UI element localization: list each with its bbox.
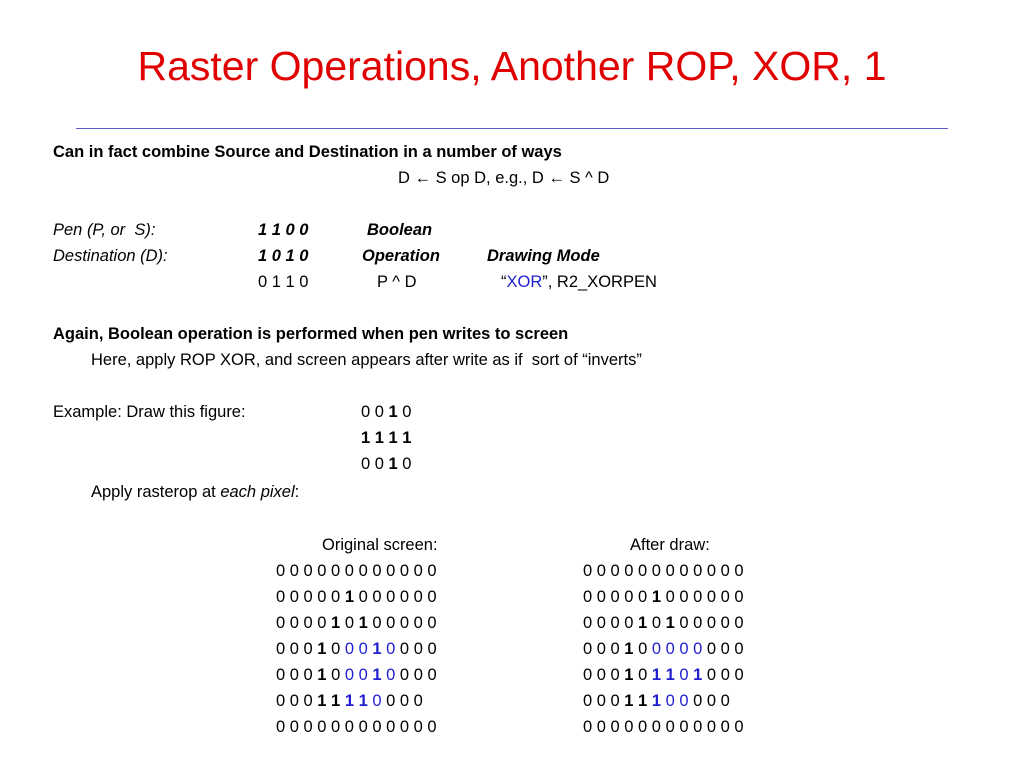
example-label: Example: Draw this figure: [53, 403, 246, 421]
original-grid-cell-run: 0 0 0 [381, 692, 423, 710]
after-grid-cell-run: 0 0 0 [583, 640, 625, 658]
title-divider [76, 128, 948, 129]
again-line: Again, Boolean operation is performed when pen writes to screen [53, 325, 569, 343]
original-grid-cell-run: 0 0 [344, 640, 368, 658]
after-grid-cell-run: 0 0 0 0 [583, 614, 639, 632]
apply-italic: each pixel [220, 483, 295, 501]
figure-cell-run: 1 [388, 403, 398, 421]
after-grid-cell-run: 0 0 0 0 0 0 [661, 588, 744, 606]
original-grid-row [276, 561, 437, 581]
original-grid-row [276, 665, 437, 685]
pen-label: Pen (P, or S): [53, 221, 156, 239]
after-grid-cell-run: 0 0 0 [688, 692, 730, 710]
drawing-mode-heading: Drawing Mode [487, 247, 600, 265]
original-grid-cell-run: 1 [317, 640, 327, 658]
original-grid-cell-run: 1 [372, 640, 382, 658]
original-grid-row [276, 691, 423, 711]
after-grid-cell-run: 0 [633, 640, 652, 658]
mode-rest: ”, R2_XORPEN [542, 273, 657, 291]
original-grid-row [276, 639, 437, 659]
original-grid-cell-run: 0 0 0 0 0 0 [354, 588, 437, 606]
original-grid-cell-run: 0 [326, 666, 345, 684]
original-grid-cell-run: 0 0 0 [276, 666, 318, 684]
result-op: P ^ D [377, 273, 417, 291]
original-grid-cell-run: 1 [358, 614, 368, 632]
after-grid-row [583, 613, 744, 633]
after-grid-cell-run: 1 [665, 614, 675, 632]
result-mode [501, 272, 657, 292]
dest-bits: 1 0 1 0 [258, 247, 309, 265]
original-grid-row [276, 587, 437, 607]
original-grid-cell-run: 0 0 0 0 0 [276, 588, 345, 606]
after-grid-cell-run: 0 [633, 666, 652, 684]
after-grid-cell-run: 0 0 0 0 0 0 0 0 0 0 0 0 [583, 718, 744, 736]
after-grid-cell-run: 1 [651, 588, 661, 606]
after-grid-cell-run: 0 0 0 0 0 [674, 614, 744, 632]
figure-row [361, 402, 411, 422]
quote-open: “ [501, 273, 507, 291]
after-grid-row [583, 665, 744, 685]
original-grid-cell-run: 1 [372, 666, 382, 684]
original-grid-cell-run: 0 [340, 614, 359, 632]
formula-line: D ← S op D, e.g., D ← S ^ D [398, 169, 610, 187]
after-grid-cell-run: 0 0 0 0 [651, 640, 703, 658]
here-line: Here, apply ROP XOR, and screen appears after write as if sort of “inverts” [91, 351, 642, 369]
after-grid-row [583, 639, 744, 659]
after-grid-row [583, 717, 744, 737]
original-grid-row [276, 717, 437, 737]
apply-suffix: : [294, 483, 300, 501]
figure-cell-run: 0 0 [361, 403, 389, 421]
after-grid-cell-run: 0 0 0 [702, 666, 744, 684]
figure-cell-run: 0 [397, 455, 412, 473]
after-grid-cell-run: 1 [624, 640, 634, 658]
original-grid-cell-run: 1 [317, 666, 327, 684]
original-grid-cell-run: 1 1 [344, 692, 368, 710]
original-grid-cell-run: 0 0 [344, 666, 368, 684]
original-grid-cell-run: 0 [326, 640, 345, 658]
apply-prefix: Apply rasterop at [91, 483, 221, 501]
result-bits: 0 1 1 0 [258, 273, 309, 291]
intro-line: Can in fact combine Source and Destination in a number of ways [53, 143, 562, 161]
original-grid-cell-run: 0 0 0 0 [276, 614, 332, 632]
after-grid-cell-run: 0 0 [665, 692, 689, 710]
original-grid-cell-run: 0 0 0 [395, 640, 437, 658]
after-grid-cell-run: 0 [647, 614, 666, 632]
after-grid-cell-run: 1 [651, 692, 662, 710]
original-grid-cell-run: 0 0 0 0 0 0 0 0 0 0 0 0 [276, 562, 437, 580]
after-grid-row [583, 691, 730, 711]
pen-bits: 1 1 0 0 [258, 221, 309, 239]
after-grid-cell-run: 0 0 0 0 0 [583, 588, 652, 606]
original-screen-label: Original screen: [322, 536, 438, 554]
figure-cell-run: 1 1 1 1 [361, 429, 412, 447]
after-draw-label: After draw: [630, 536, 710, 554]
after-grid-cell-run: 0 [679, 666, 689, 684]
original-grid-row [276, 613, 437, 633]
figure-cell-run: 0 0 [361, 455, 389, 473]
after-grid-row [583, 561, 744, 581]
figure-row [361, 428, 411, 448]
figure-cell-run: 1 [388, 455, 398, 473]
after-grid-cell-run: 0 0 0 [583, 666, 625, 684]
after-grid-cell-run: 1 [693, 666, 703, 684]
original-grid-cell-run: 0 0 0 0 0 [367, 614, 437, 632]
original-grid-cell-run: 0 [372, 692, 382, 710]
operation-heading: Operation [362, 247, 440, 265]
original-grid-cell-run: 1 [331, 614, 341, 632]
after-grid-cell-run: 0 0 0 [583, 692, 625, 710]
original-grid-cell-run: 0 [386, 666, 396, 684]
original-grid-cell-run: 1 1 [317, 692, 341, 710]
after-grid-cell-run: 1 1 [651, 666, 675, 684]
apply-line [91, 482, 299, 502]
original-grid-cell-run: 0 0 0 [395, 666, 437, 684]
after-grid-cell-run: 0 0 0 0 0 0 0 0 0 0 0 0 [583, 562, 744, 580]
figure-cell-run: 0 [397, 403, 412, 421]
after-grid-cell-run: 1 [624, 666, 634, 684]
xor-keyword: XOR [506, 273, 543, 291]
dest-label: Destination (D): [53, 247, 168, 265]
after-grid-cell-run: 1 [638, 614, 648, 632]
after-grid-cell-run: 1 1 [624, 692, 648, 710]
figure-row [361, 454, 411, 474]
original-grid-cell-run: 0 0 0 [276, 692, 318, 710]
slide-title: Raster Operations, Another ROP, XOR, 1 [137, 43, 887, 89]
after-grid-cell-run: 0 0 0 [702, 640, 744, 658]
original-grid-cell-run: 0 0 0 0 0 0 0 0 0 0 0 0 [276, 718, 437, 736]
boolean-heading: Boolean [367, 221, 433, 239]
after-grid-row [583, 587, 744, 607]
original-grid-cell-run: 1 [344, 588, 354, 606]
original-grid-cell-run: 0 [386, 640, 396, 658]
original-grid-cell-run: 0 0 0 [276, 640, 318, 658]
